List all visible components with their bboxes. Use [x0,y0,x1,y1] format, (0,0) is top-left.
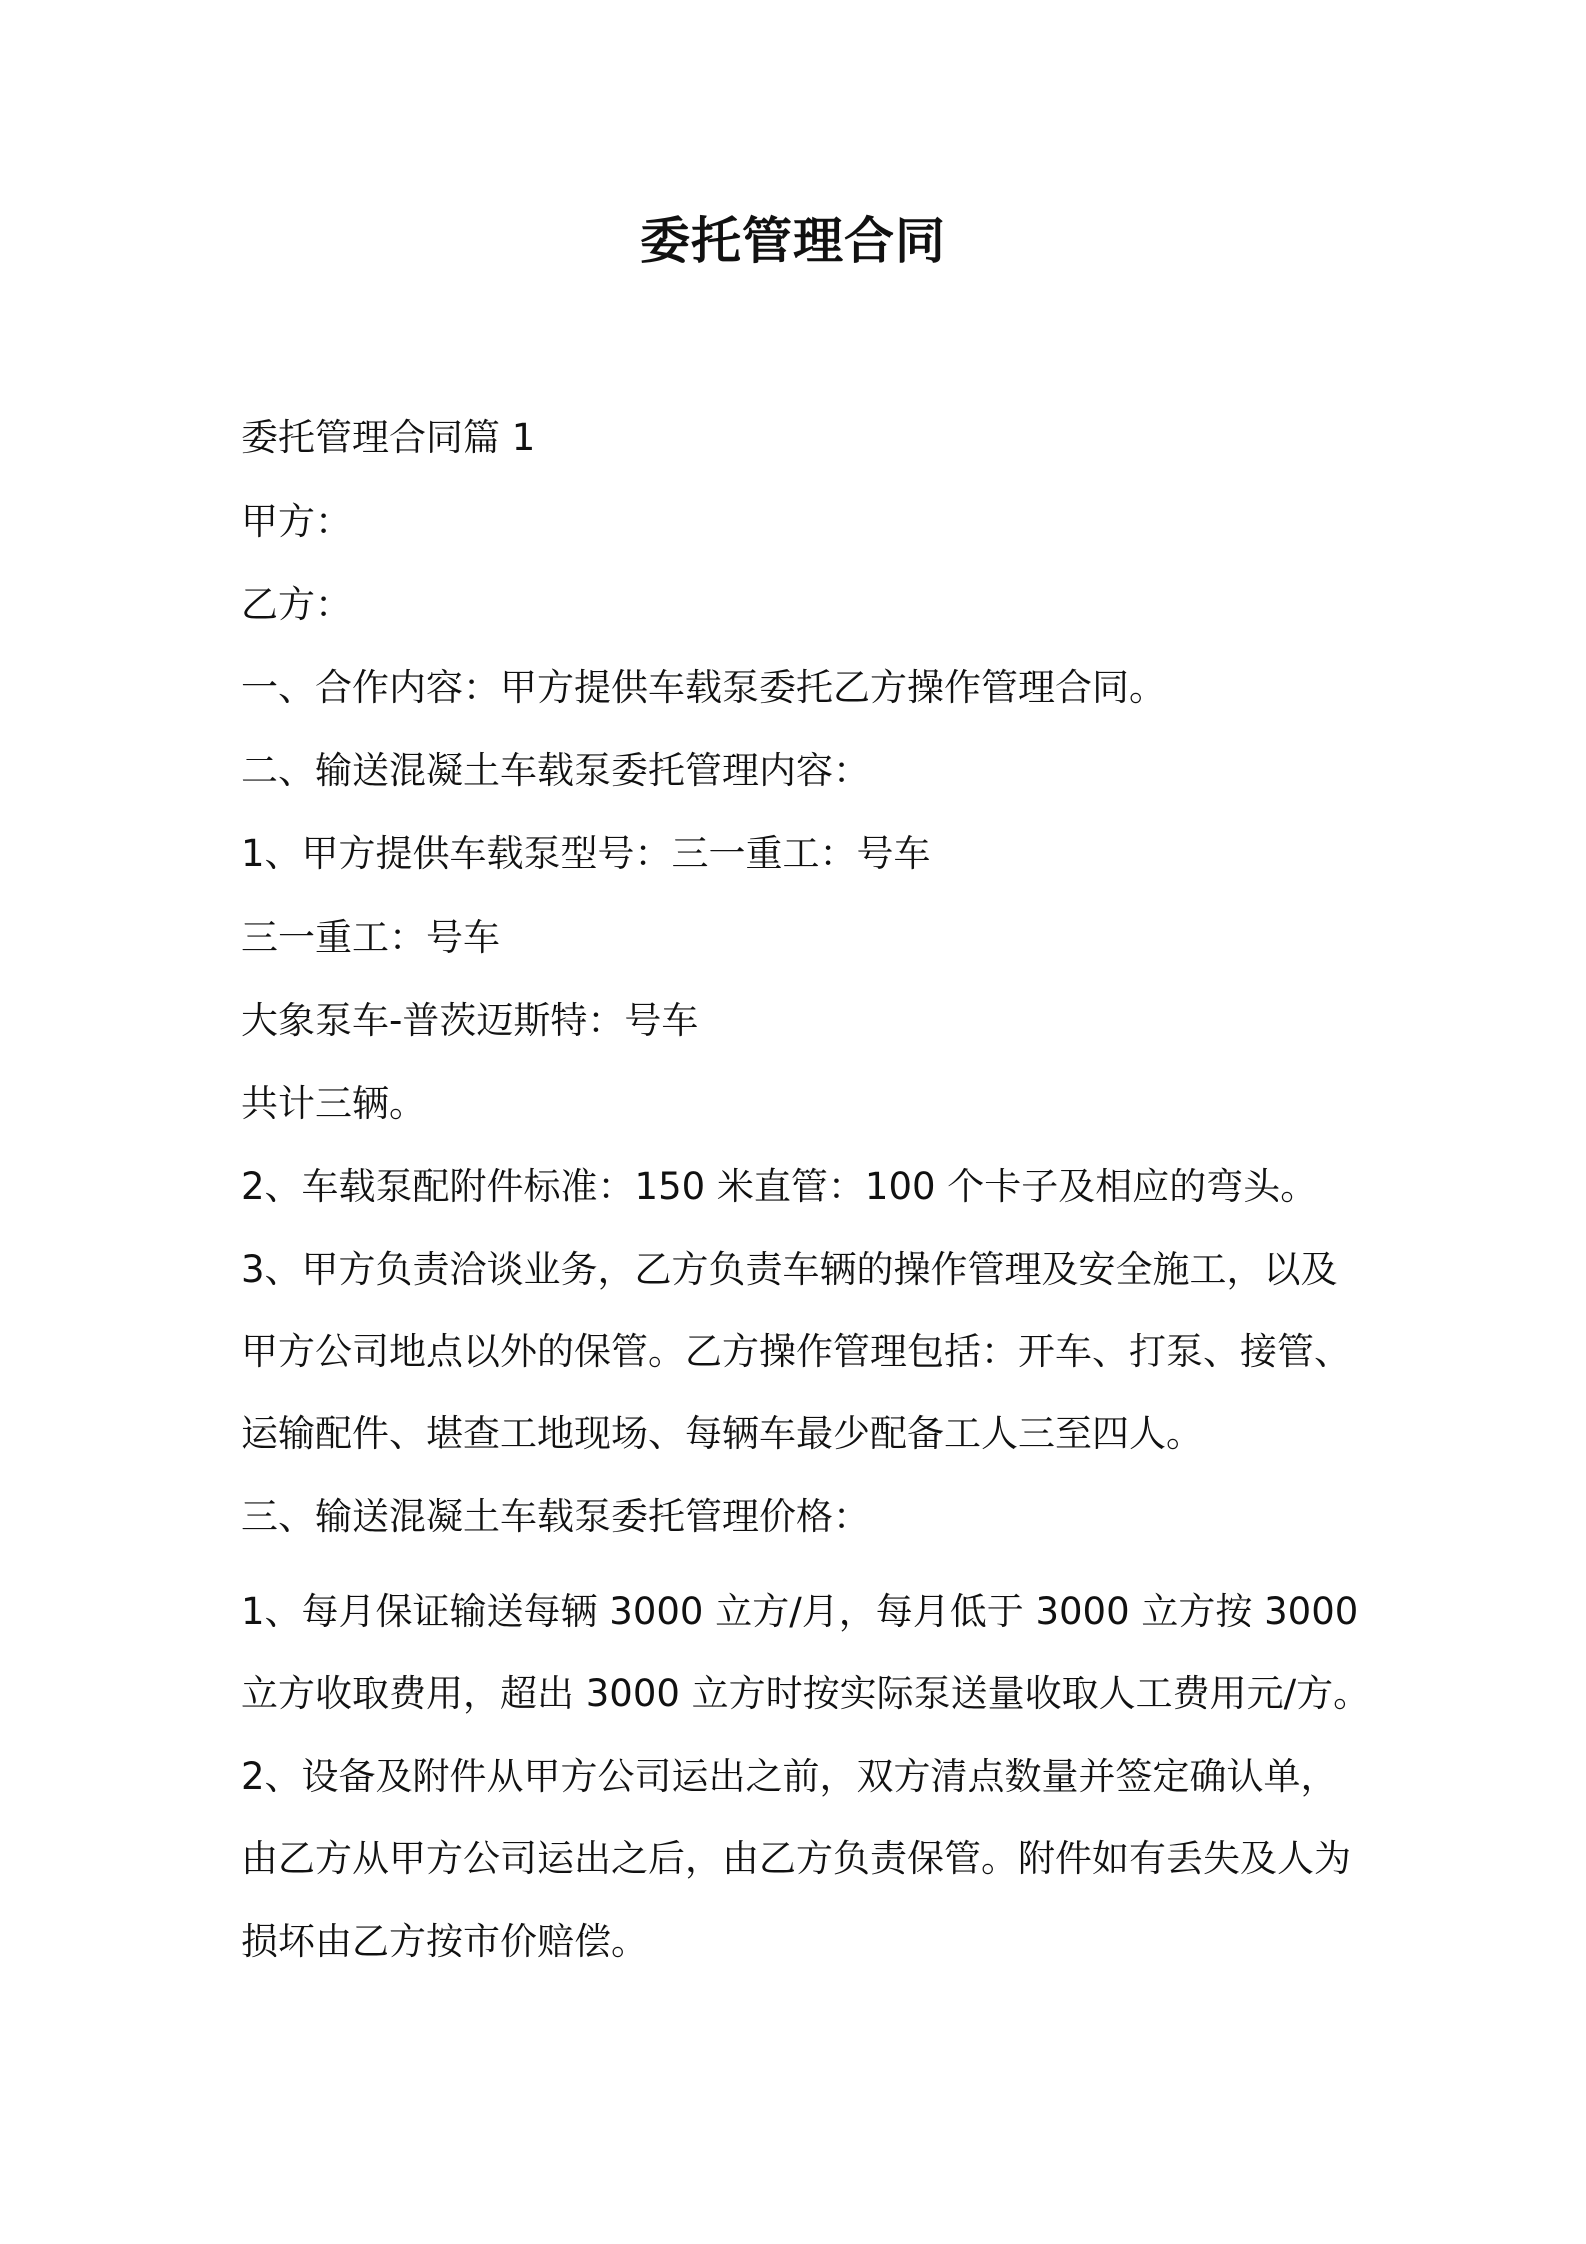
paragraph-line: 损坏由乙方按市价赔偿。 [241,1920,648,1963]
paragraph-line: 立方收取费用，超出 3000 立方时按实际泵送量收取人工费用元/方。 [241,1672,1371,1715]
party-b-line: 乙方： [241,583,352,626]
paragraph-line: 三一重工：号车 [241,916,500,959]
paragraph-line: 三、输送混凝土车载泵委托管理价格： [241,1495,870,1538]
section-heading: 委托管理合同篇 1 [241,416,536,459]
paragraph-line: 2、设备及附件从甲方公司运出之前，双方清点数量并签定确认单， [241,1755,1338,1798]
document-title: 委托管理合同 [640,212,946,270]
paragraph-line: 二、输送混凝土车载泵委托管理内容： [241,749,870,792]
paragraph-line: 1、每月保证输送每辆 3000 立方/月，每月低于 3000 立方按 3000 [241,1590,1359,1633]
paragraph-line: 一、合作内容：甲方提供车载泵委托乙方操作管理合同。 [241,666,1166,709]
paragraph-line: 运输配件、堪查工地现场、每辆车最少配备工人三至四人。 [241,1412,1203,1455]
paragraph-line: 3、甲方负责洽谈业务，乙方负责车辆的操作管理及安全施工，以及 [241,1248,1338,1291]
paragraph-line: 由乙方从甲方公司运出之后，由乙方负责保管。附件如有丢失及人为 [241,1837,1351,1880]
paragraph-line: 甲方公司地点以外的保管。乙方操作管理包括：开车、打泵、接管、 [241,1330,1351,1373]
paragraph-line: 2、车载泵配附件标准：150 米直管：100 个卡子及相应的弯头。 [241,1165,1318,1208]
paragraph-line: 大象泵车-普茨迈斯特：号车 [241,999,699,1042]
paragraph-line: 共计三辆。 [241,1082,426,1125]
paragraph-line: 1、甲方提供车载泵型号：三一重工：号车 [241,832,931,875]
party-a-line: 甲方： [241,500,352,543]
